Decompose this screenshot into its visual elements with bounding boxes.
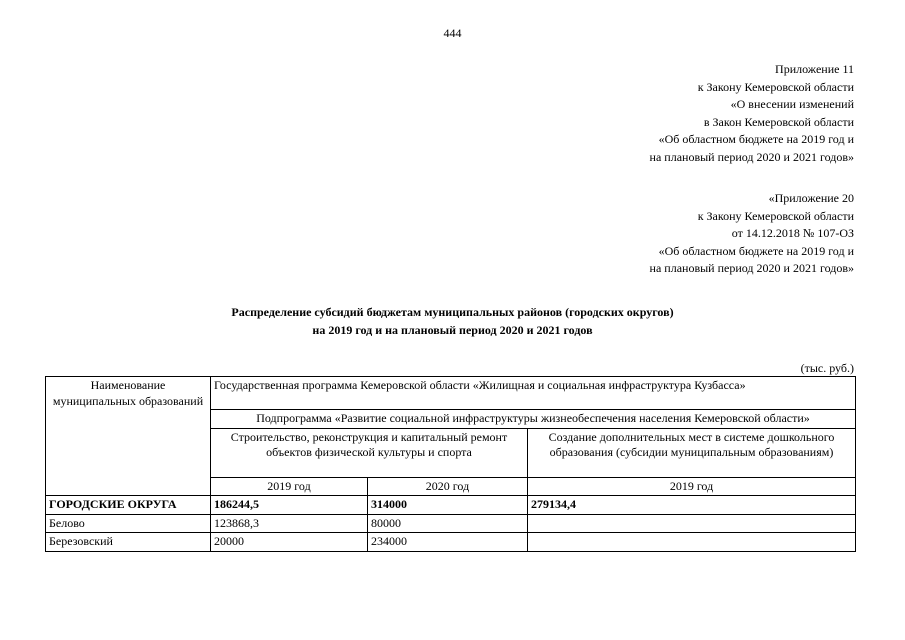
- table-row: [46, 496, 856, 515]
- row-name: Березовский: [46, 533, 211, 552]
- header-preschool-places: Создание дополнительных мест в системе дошкольного образования (субсидии муниципальным образованиям): [528, 428, 856, 477]
- subsidy-table: [45, 376, 856, 552]
- document-title: [0, 303, 905, 339]
- appendix-line: на плановый период 2020 и 2021 годов»: [649, 149, 854, 164]
- header-year: 2019 год: [528, 477, 856, 496]
- row-value: [528, 514, 856, 533]
- appendix-line: к Закону Кемеровской области: [697, 208, 854, 223]
- appendix-line: «О внесении изменений: [730, 97, 854, 111]
- appendix-line: Приложение 11: [775, 62, 854, 76]
- header-program: Государственная программа Кемеровской области «Жилищная и социальная инфраструктура Кузбасса»: [211, 377, 856, 410]
- appendix-line: от 14.12.2018 № 107-ОЗ: [731, 226, 854, 240]
- header-sport-construction: Строительство, реконструкция и капитальный ремонт объектов физической культуры и спорта: [211, 428, 528, 477]
- title-line-1: Распределение субсидий бюджетам муниципальных районов (городских округов): [231, 305, 674, 319]
- row-value: 123868,3: [211, 514, 368, 533]
- title-line-2: на 2019 год и на плановый период 2020 и 2021 годов: [312, 323, 593, 337]
- appendix-line: «Приложение 20: [768, 191, 854, 205]
- units-label: (тыс. руб.): [800, 361, 854, 375]
- header-year: 2019 год: [211, 477, 368, 496]
- header-subprogram: Подпрограмма «Развитие социальной инфраструктуры жизнеобеспечения населения Кемеровской области»: [211, 410, 856, 429]
- page-number: 444: [443, 26, 462, 40]
- row-value: 314000: [368, 496, 528, 515]
- row-name: ГОРОДСКИЕ ОКРУГА: [46, 496, 211, 515]
- row-value: 186244,5: [211, 496, 368, 515]
- table-row: [46, 533, 856, 552]
- row-value: 234000: [368, 533, 528, 552]
- appendix-line: «Об областном бюджете на 2019 год и: [658, 132, 854, 146]
- row-value: [528, 533, 856, 552]
- appendix-line: «Об областном бюджете на 2019 год и: [658, 243, 854, 258]
- appendix-line: на плановый период 2020 и 2021 годов»: [649, 261, 854, 275]
- row-name: Белово: [46, 514, 211, 533]
- header-row-program: [46, 377, 856, 410]
- row-value: 279134,4: [528, 496, 856, 515]
- appendix-20-header: [650, 190, 854, 278]
- header-year: 2020 год: [368, 477, 528, 496]
- appendix-11-header: [650, 61, 854, 166]
- row-value: 20000: [211, 533, 368, 552]
- header-municipality: Наименование муниципальных образований: [46, 377, 211, 496]
- appendix-line: к Закону Кемеровской области: [697, 79, 854, 94]
- table-row: [46, 514, 856, 533]
- row-value: 80000: [368, 514, 528, 533]
- appendix-line: в Закон Кемеровской области: [703, 114, 854, 129]
